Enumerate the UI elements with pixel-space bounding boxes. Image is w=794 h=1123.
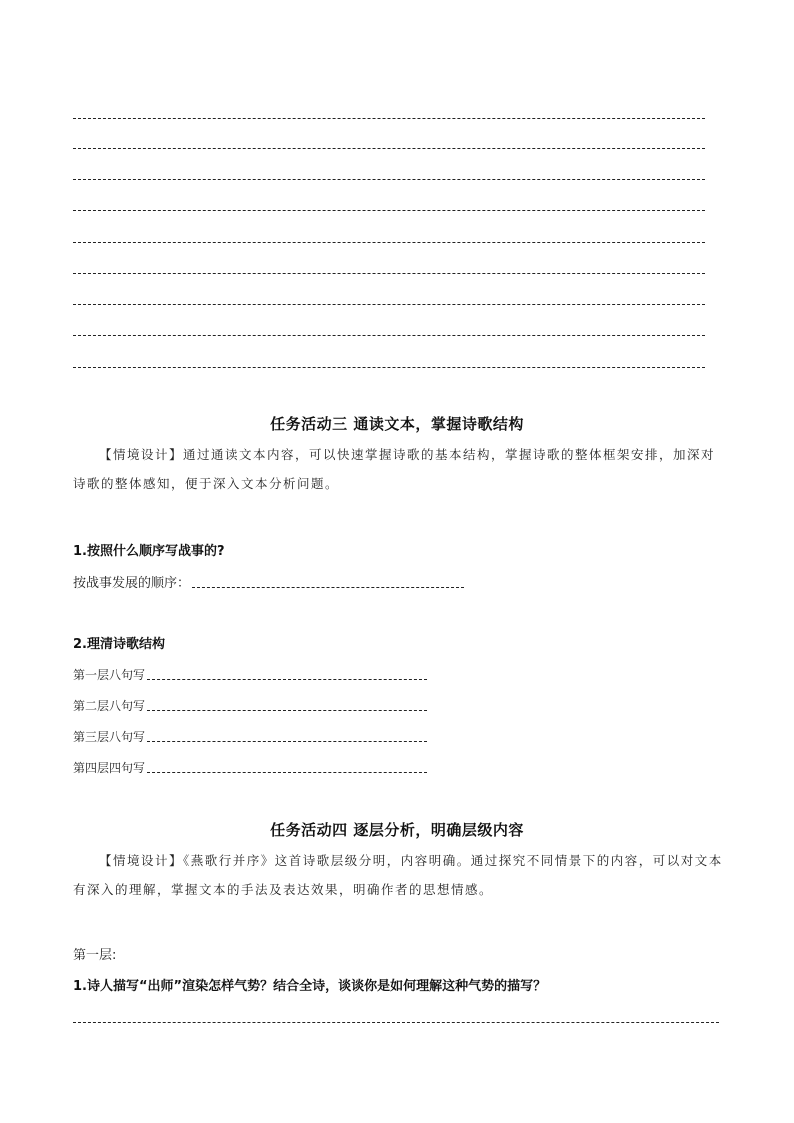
section3-question-2: 2.理清诗歌结构 (73, 637, 165, 652)
answer-blank[interactable] (147, 679, 427, 680)
answer-line[interactable] (73, 304, 705, 305)
answer-blank[interactable] (147, 741, 427, 742)
section4-intro: 【情境设计】《燕歌行并序》这首诗歌层级分明，内容明确。通过探究不同情景下的内容，可以对文本有深入的理解，掌握文本的手法及表达效果，明确作者的思想情感。 (73, 853, 723, 897)
answer-blank[interactable] (147, 772, 427, 773)
answer-line[interactable] (73, 367, 705, 368)
section4-question-1: 1.诗人描写“出师”渲染怎样气势？结合全诗，谈谈你是如何理解这种气势的描写？ (73, 979, 547, 994)
section3-intro: 【情境设计】通过通读文本内容，可以快速掌握诗歌的基本结构，掌握诗歌的整体框架安排，加深对诗歌的整体感知，便于深入文本分析问题。 (73, 447, 716, 491)
section3-heading: 任务活动三 通读文本，掌握诗歌结构 (270, 415, 524, 433)
answer-blank[interactable] (192, 587, 464, 588)
section3-answer-row (73, 572, 464, 591)
answer-line[interactable] (73, 118, 705, 119)
layer-row (73, 697, 427, 714)
answer-line[interactable] (73, 210, 705, 211)
answer-line[interactable] (73, 242, 705, 243)
answer-line[interactable] (73, 273, 705, 274)
answer-blank[interactable] (147, 710, 427, 711)
layer-label: 第四层四句写 (73, 761, 146, 775)
layer-row (73, 666, 427, 683)
layer-row (73, 759, 427, 776)
layer-row (73, 728, 427, 745)
answer-label: 按战事发展的顺序： (73, 576, 191, 591)
answer-line[interactable] (73, 1022, 719, 1023)
layer-label: 第三层八句写 (73, 730, 146, 744)
answer-line[interactable] (73, 148, 705, 149)
section4-heading: 任务活动四 逐层分析，明确层级内容 (270, 821, 524, 839)
answer-line[interactable] (73, 335, 705, 336)
answer-line[interactable] (73, 179, 705, 180)
layer-label: 第一层八句写 (73, 668, 146, 682)
layer-heading (73, 944, 116, 963)
section3-question-1: 1.按照什么顺序写战事的? (73, 544, 225, 559)
layer-heading-label: 第一层: (73, 948, 117, 963)
layer-label: 第二层八句写 (73, 699, 146, 713)
